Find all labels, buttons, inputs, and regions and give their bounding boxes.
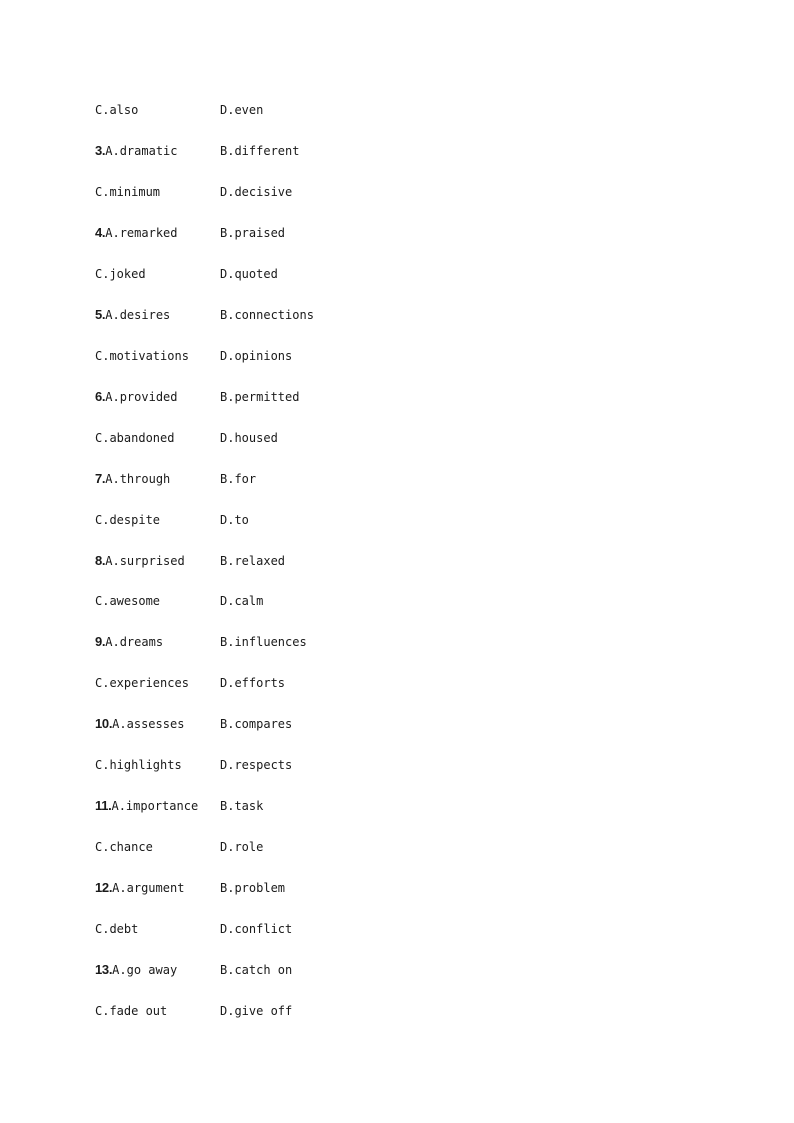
option-right <box>220 551 285 571</box>
option-letter: B. <box>220 307 235 322</box>
option-letter: D. <box>220 840 235 855</box>
option-row <box>0 305 794 325</box>
option-left <box>95 387 178 407</box>
question-number: 9. <box>95 634 106 650</box>
option-text: even <box>234 103 264 117</box>
option-text: dramatic <box>119 143 178 158</box>
option-letter: D. <box>220 1003 235 1018</box>
question-number: 12. <box>95 880 113 896</box>
option-text: give off <box>234 1003 293 1018</box>
option-text: go away <box>126 963 178 977</box>
option-right <box>220 182 292 202</box>
option-text: housed <box>234 430 278 445</box>
option-text: abandoned <box>109 430 175 445</box>
option-row <box>0 755 794 775</box>
option-row <box>0 551 794 571</box>
option-text: fade out <box>109 1003 168 1018</box>
option-letter: B. <box>220 963 235 977</box>
option-text: dreams <box>119 635 164 650</box>
option-text: praised <box>234 225 286 240</box>
option-row <box>0 591 794 611</box>
option-letter: C. <box>95 430 110 445</box>
option-text: compares <box>234 717 293 732</box>
option-text: problem <box>234 881 286 896</box>
option-letter: D. <box>220 348 235 363</box>
option-left <box>95 796 198 816</box>
option-text: debt <box>109 922 139 936</box>
option-letter: C. <box>95 840 110 855</box>
option-row <box>0 223 794 243</box>
option-text: through <box>119 471 171 486</box>
option-row <box>0 673 794 693</box>
option-text: awesome <box>109 594 161 609</box>
option-text: surprised <box>119 553 185 568</box>
option-row <box>0 469 794 489</box>
option-text: highlights <box>109 758 182 773</box>
option-text: experiences <box>109 676 189 691</box>
option-left <box>95 960 177 980</box>
option-left <box>95 100 138 120</box>
option-text: for <box>234 471 257 486</box>
option-text: relaxed <box>234 553 286 568</box>
option-letter: A. <box>105 471 120 486</box>
option-right <box>220 755 292 775</box>
option-text: desires <box>119 307 171 322</box>
option-row <box>0 878 794 898</box>
option-letter: C. <box>95 512 110 527</box>
option-right <box>220 714 292 734</box>
option-letter: D. <box>220 512 235 527</box>
option-text: respects <box>234 758 293 773</box>
option-right <box>220 346 292 366</box>
option-text: task <box>234 799 264 814</box>
option-left <box>95 837 153 857</box>
option-text: permitted <box>234 389 300 404</box>
option-left <box>95 141 178 161</box>
option-right <box>220 469 256 489</box>
question-number: 5. <box>95 306 106 322</box>
option-row <box>0 346 794 366</box>
option-letter: C. <box>95 594 110 609</box>
option-text: connections <box>234 307 314 322</box>
question-number: 3. <box>95 142 106 158</box>
option-text: calm <box>234 594 264 609</box>
question-number: 4. <box>95 224 106 240</box>
option-text: catch on <box>234 963 293 977</box>
option-text: joked <box>109 266 146 281</box>
option-right <box>220 141 299 161</box>
option-row <box>0 1001 794 1021</box>
option-row <box>0 632 794 652</box>
option-text: argument <box>126 881 185 896</box>
option-right <box>220 632 307 652</box>
option-letter: B. <box>220 143 235 158</box>
option-text: different <box>234 143 300 158</box>
option-letter: B. <box>220 471 235 486</box>
option-text: remarked <box>119 225 178 240</box>
option-left <box>95 755 182 775</box>
option-left <box>95 182 160 202</box>
question-number: 11. <box>95 798 112 814</box>
option-letter: C. <box>95 676 110 691</box>
option-letter: A. <box>105 389 120 404</box>
option-row <box>0 182 794 202</box>
option-right <box>220 591 263 611</box>
option-row <box>0 510 794 530</box>
option-right <box>220 100 263 120</box>
option-left <box>95 551 185 571</box>
option-left <box>95 919 138 939</box>
option-letter: B. <box>220 635 235 650</box>
option-letter: D. <box>220 184 235 199</box>
option-letter: B. <box>220 553 235 568</box>
option-letter: A. <box>112 881 127 896</box>
option-letter: A. <box>105 635 120 650</box>
option-letter: C. <box>95 1003 110 1018</box>
option-letter: D. <box>220 430 235 445</box>
option-right <box>220 837 263 857</box>
option-letter: D. <box>220 594 235 609</box>
option-left <box>95 469 170 489</box>
option-left <box>95 1001 167 1021</box>
option-letter: A. <box>105 307 120 322</box>
option-letter: C. <box>95 184 110 199</box>
option-text: despite <box>109 512 161 527</box>
option-row <box>0 960 794 980</box>
option-left <box>95 264 146 284</box>
option-text: chance <box>109 840 153 855</box>
option-letter: B. <box>220 799 235 814</box>
option-letter: B. <box>220 881 235 896</box>
option-row <box>0 796 794 816</box>
option-left <box>95 305 170 325</box>
option-right <box>220 878 285 898</box>
option-right <box>220 223 285 243</box>
option-letter: B. <box>220 225 235 240</box>
option-left <box>95 714 184 734</box>
option-letter: C. <box>95 266 110 281</box>
option-letter: D. <box>220 758 235 773</box>
option-left <box>95 346 189 366</box>
question-number: 10. <box>95 716 113 732</box>
option-text: efforts <box>234 676 286 691</box>
option-left <box>95 510 160 530</box>
option-right <box>220 305 314 325</box>
option-letter: A. <box>112 717 127 732</box>
option-left <box>95 632 163 652</box>
option-text: opinions <box>234 348 293 363</box>
option-letter: A. <box>111 799 126 814</box>
option-left <box>95 428 174 448</box>
option-text: importance <box>125 799 199 814</box>
option-row <box>0 919 794 939</box>
question-number: 6. <box>95 388 106 404</box>
option-left <box>95 591 160 611</box>
option-row <box>0 714 794 734</box>
option-letter: D. <box>220 676 235 691</box>
option-row <box>0 264 794 284</box>
option-letter: A. <box>105 225 120 240</box>
option-left <box>95 878 184 898</box>
option-text: role <box>234 840 264 855</box>
option-right <box>220 960 292 980</box>
option-text: provided <box>119 389 178 404</box>
option-letter: D. <box>220 922 235 936</box>
option-text: quoted <box>234 266 278 281</box>
option-letter: B. <box>220 717 235 732</box>
option-row <box>0 100 794 120</box>
option-right <box>220 1001 292 1021</box>
option-right <box>220 919 292 939</box>
option-right <box>220 673 285 693</box>
option-letter: C. <box>95 758 110 773</box>
option-text: also <box>109 103 139 117</box>
option-text: minimum <box>109 184 161 199</box>
option-letter: D. <box>220 266 235 281</box>
option-row <box>0 428 794 448</box>
option-letter: C. <box>95 922 110 936</box>
option-left <box>95 673 189 693</box>
option-text: assesses <box>126 717 185 732</box>
option-letter: A. <box>105 143 120 158</box>
option-row <box>0 837 794 857</box>
option-letter: A. <box>105 553 120 568</box>
option-right <box>220 264 278 284</box>
option-row <box>0 141 794 161</box>
option-right <box>220 387 299 407</box>
option-text: decisive <box>234 184 293 199</box>
option-text: to <box>234 512 249 527</box>
option-left <box>95 223 178 243</box>
option-right <box>220 796 263 816</box>
option-letter: C. <box>95 348 110 363</box>
option-text: conflict <box>234 922 293 936</box>
option-row <box>0 387 794 407</box>
question-number: 7. <box>95 470 106 486</box>
option-text: motivations <box>109 348 189 363</box>
option-letter: D. <box>220 103 235 117</box>
option-text: influences <box>234 635 307 650</box>
option-right <box>220 510 249 530</box>
option-letter: A. <box>112 963 127 977</box>
question-number: 8. <box>95 552 106 568</box>
question-number: 13. <box>95 962 113 977</box>
option-letter: C. <box>95 103 110 117</box>
option-right <box>220 428 278 448</box>
option-letter: B. <box>220 389 235 404</box>
